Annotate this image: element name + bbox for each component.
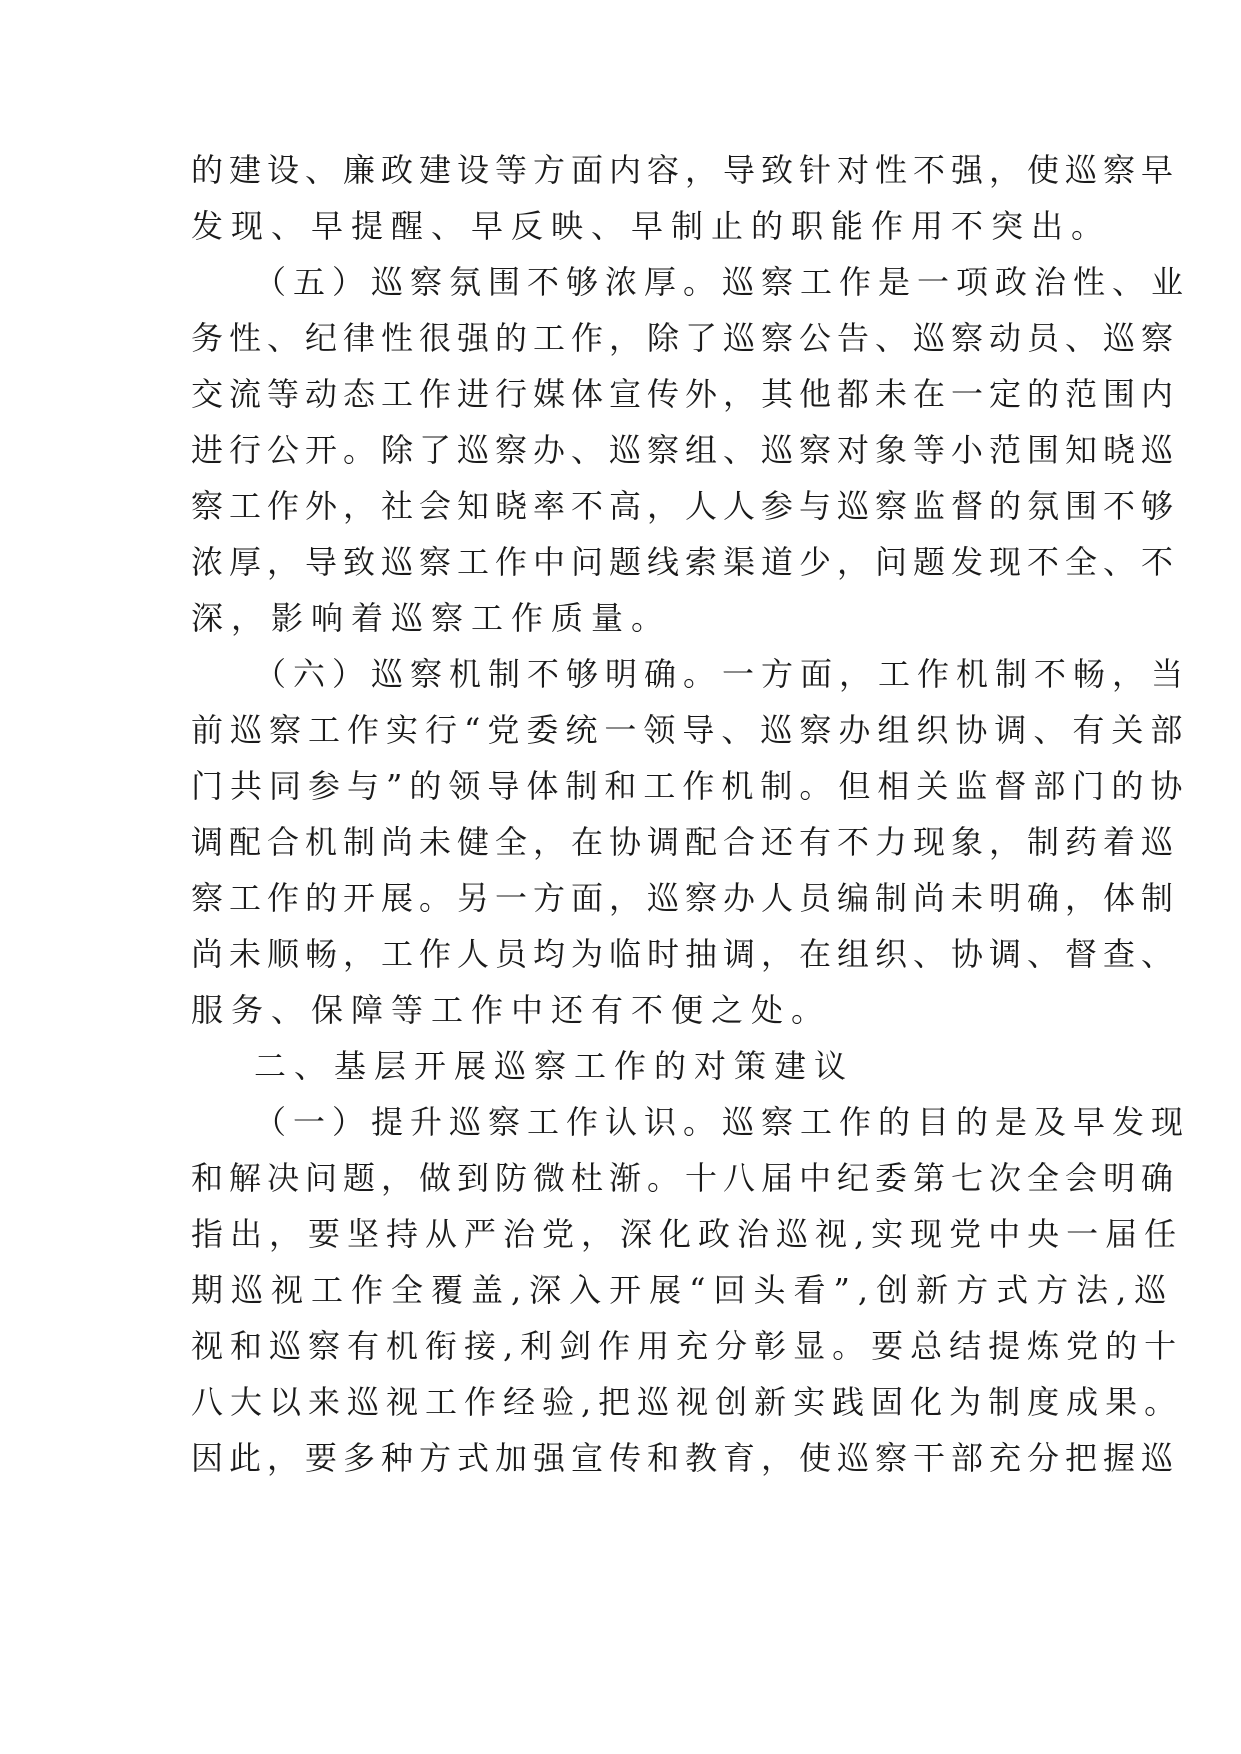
text-line: 浓厚，导致巡察工作中问题线索渠道少，问题发现不全、不 (191, 543, 1180, 581)
text-line: 前巡察工作实行“党委统一领导、巡察办组织协调、有关部 (191, 711, 1190, 749)
text-line: 深，影响着巡察工作质量。 (191, 599, 672, 637)
section-heading-line: （六）巡察机制不够明确。一方面，工作机制不畅，当 (254, 655, 1191, 693)
text-line: 门共同参与”的领导体制和工作机制。但相关监督部门的协 (191, 767, 1190, 805)
text-line: 服务、保障等工作中还有不便之处。 (191, 991, 832, 1029)
section-heading-line: （五）巡察氛围不够浓厚。巡察工作是一项政治性、业 (254, 263, 1191, 301)
text-line: 期巡视工作全覆盖,深入开展“回头看”,创新方式方法,巡 (191, 1271, 1175, 1309)
text-line: 调配合机制尚未健全，在协调配合还有不力现象，制药着巡 (191, 823, 1180, 861)
section-heading-line: （一）提升巡察工作认识。巡察工作的目的是及早发现 (254, 1103, 1191, 1141)
text-line: 发现、早提醒、早反映、早制止的职能作用不突出。 (191, 207, 1112, 245)
text-line: 尚未顺畅，工作人员均为临时抽调，在组织、协调、督查、 (191, 935, 1180, 973)
text-line: 察工作的开展。另一方面，巡察办人员编制尚未明确，体制 (191, 879, 1180, 917)
text-line: 察工作外，社会知晓率不高，人人参与巡察监督的氛围不够 (191, 487, 1180, 525)
text-line: 务性、纪律性很强的工作，除了巡察公告、巡察动员、巡察 (191, 319, 1180, 357)
text-line: 八大以来巡视工作经验,把巡视创新实践固化为制度成果。 (191, 1383, 1184, 1421)
text-line: 视和巡察有机衔接,利剑作用充分彰显。要总结提炼党的十 (191, 1327, 1184, 1365)
text-line: 交流等动态工作进行媒体宣传外，其他都未在一定的范围内 (191, 375, 1180, 413)
text-line: 和解决问题，做到防微杜渐。十八届中纪委第七次全会明确 (191, 1159, 1180, 1197)
text-line: 的建设、廉政建设等方面内容，导致针对性不强，使巡察早 (191, 151, 1180, 189)
text-line: 指出，要坚持从严治党，深化政治巡视,实现党中央一届任 (191, 1215, 1184, 1253)
text-line: 因此，要多种方式加强宣传和教育，使巡察干部充分把握巡 (191, 1439, 1180, 1477)
chapter-heading: 二、基层开展巡察工作的对策建议 (254, 1047, 855, 1085)
text-line: 进行公开。除了巡察办、巡察组、巡察对象等小范围知晓巡 (191, 431, 1180, 469)
